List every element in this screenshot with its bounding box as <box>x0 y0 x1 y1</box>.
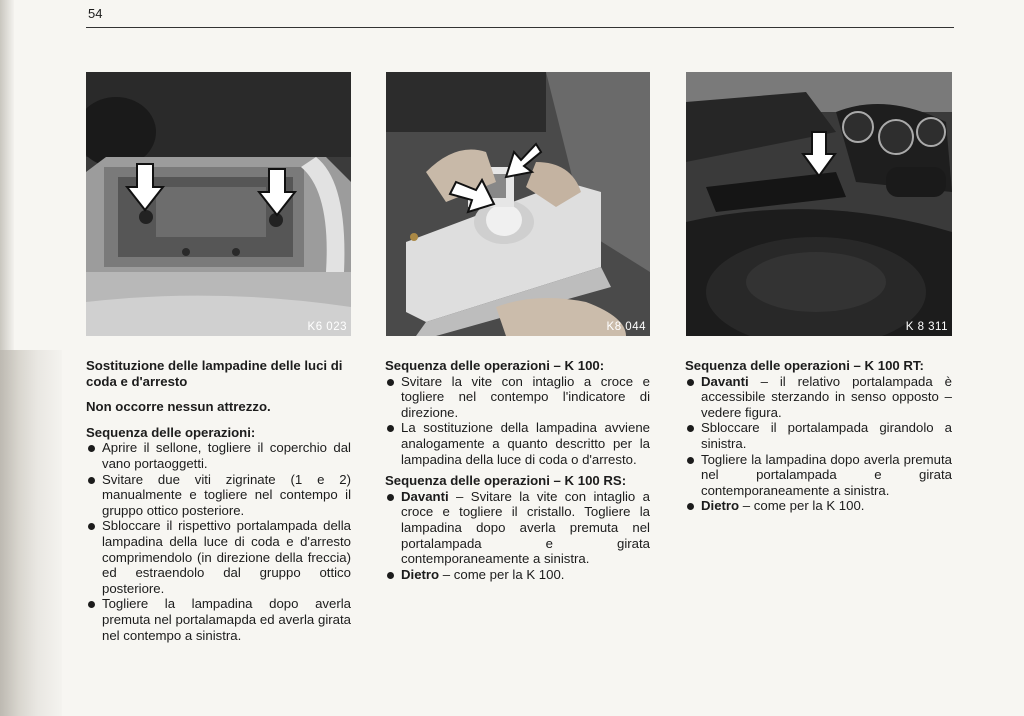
text-column-tail-light <box>86 358 351 643</box>
list-item: Togliere la lampadina dopo averla premuta nel portalamapda ed averla girata nel contempo a sinistra. <box>86 596 351 643</box>
photo-code: K 8 311 <box>905 321 948 333</box>
list-item: Svitare due viti zigrinate (1 e 2) manualmente e togliere nel contempo il gruppo ottico posteriore. <box>86 472 351 519</box>
page-number: 54 <box>88 6 103 21</box>
sequence-heading-k100-rs: Sequenza delle operazioni – K 100 RS: <box>385 473 627 489</box>
davanti-text: – Svitare la vite con intaglio a croce e togliere il cristallo. Togliere la lampadina dopo averla premuta nel portalampada e girata contemporaneamente a sinistra. <box>401 488 650 567</box>
page-stack-edge <box>0 350 62 716</box>
list-item: Togliere la lampadina dopo averla premuta nel portalampada e girata contemporaneamente a sinistra. <box>685 452 952 499</box>
dietro-label: Dietro <box>701 498 740 514</box>
dietro-text: – come per la K 100. <box>739 498 865 514</box>
sequence-heading: Sequenza delle operazioni: <box>86 424 256 440</box>
text-column-k100-rt <box>685 358 952 514</box>
list-item: Svitare la vite con intaglio a croce e togliere nel contempo l'indicatore di direzione. <box>385 374 650 421</box>
davanti-label: Davanti <box>401 488 449 504</box>
photo-lamp-holder <box>386 72 650 336</box>
sequence-heading-k100: Sequenza delle operazioni – K 100: <box>385 358 605 373</box>
photo-code: K6 023 <box>307 321 347 333</box>
davanti-text: – il relativo portalampada è accessibile sterzando in senso opposto – vedere figura. <box>701 373 952 420</box>
list-item: La sostituzione della lampadina avviene analogamente a quanto descritto per la lampadina della luce di coda o d'arresto. <box>385 420 650 467</box>
list-item: Aprire il sellone, togliere il coperchio dal vano portaoggetti. <box>86 440 351 471</box>
list-item-davanti <box>385 489 650 567</box>
header-rule <box>86 27 954 28</box>
text-column-k100 <box>385 358 650 582</box>
list-item: Sbloccare il rispettivo portalampada della lampadina della luce di coda e d'arresto comprimendolo (in direzione della freccia) ed estraendolo dal gruppo ottico posteriore. <box>86 518 351 596</box>
list-item-dietro <box>685 498 952 514</box>
dietro-text: – come per la K 100. <box>439 566 565 582</box>
photo-code: K8 044 <box>606 321 646 333</box>
section-title: Sostituzione delle lampadine delle luci di coda e d'arresto <box>86 358 343 389</box>
list-item: Sbloccare il portalampada girandolo a sinistra. <box>685 420 952 451</box>
sequence-heading-k100-rt: Sequenza delle operazioni – K 100 RT: <box>685 358 924 373</box>
photo-tail-light <box>86 72 351 336</box>
tools-note: Non occorre nessun attrezzo. <box>86 399 271 415</box>
list-item-dietro <box>385 567 650 583</box>
photo-handlebar <box>686 72 952 336</box>
dietro-label: Dietro <box>401 566 440 582</box>
davanti-label: Davanti <box>701 373 749 389</box>
list-item-davanti <box>685 374 952 421</box>
